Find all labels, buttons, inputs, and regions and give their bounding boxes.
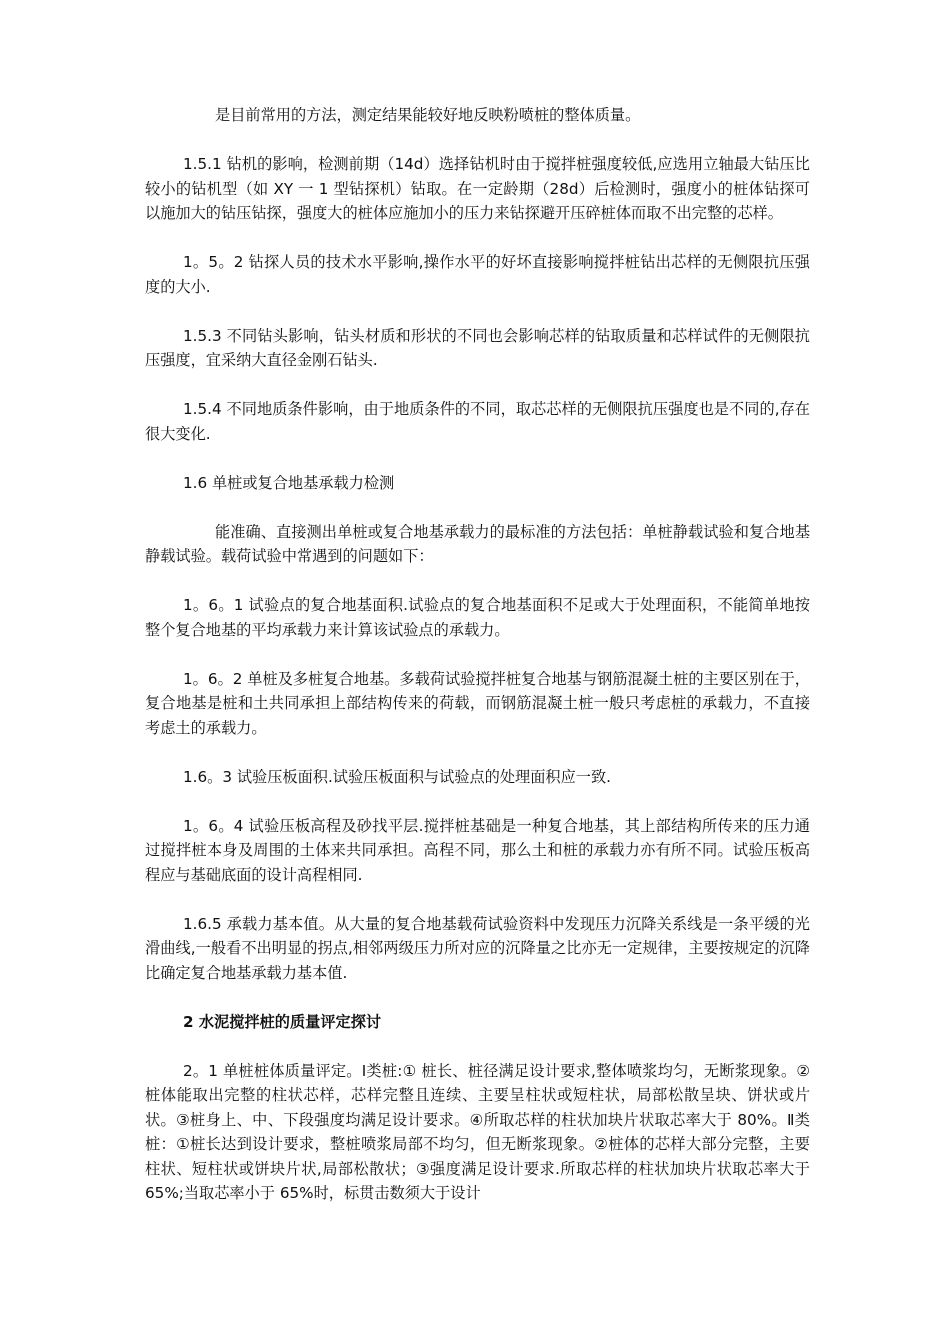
paragraph-1-6-2: 1。6。2 单桩及多桩复合地基。多载荷试验搅拌桩复合地基与钢筋混凝土桩的主要区别在于，复合地基是桩和土共同承担上部结构传来的荷载，而钢筋混凝土桩一般只考虑桩的承载力，不直接考虑土的承载力。 xyxy=(145,669,810,737)
paragraph-1-5-1: 1.5.1 钻机的影响，检测前期（14d）选择钻机时由于搅拌桩强度较低,应选用立轴最大钻压比较小的钻机型（如 XY 一 1 型钻探机）钻取。在一定龄期（28d）后检测时，强度小的桩体钻探可以施加大的钻压钻探，强度大的桩体应施加小的压力来钻探避开压碎桩体而取不出完整的芯样。 xyxy=(145,155,810,222)
section-heading-2: 2 水泥搅拌桩的质量评定探讨 xyxy=(183,1012,382,1031)
paragraph-1-5-4: 1.5.4 不同地质条件影响，由于地质条件的不同，取芯芯样的无侧限抗压强度也是不同的,存在很大变化. xyxy=(145,400,810,443)
paragraph-1-6-3: 1.6。3 试验压板面积.试验压板面积与试验点的处理面积应一致. xyxy=(183,767,611,786)
paragraph-1-5-2: 1。5。2 钻探人员的技术水平影响,操作水平的好坏直接影响搅拌桩钻出芯样的无侧限抗压强度的大小. xyxy=(145,253,810,296)
paragraph-2-1: 2。1 单桩桩体质量评定。Ⅰ类桩:① 桩长、桩径满足设计要求,整体喷浆均匀，无断浆现象。②桩体能取出完整的柱状芯样，芯样完整且连续、主要呈柱状或短柱状，局部松散呈块、饼状或片状。③桩身上、中、下段强度均满足设计要求。④所取芯样的柱状加块片状取芯率大于 80%。Ⅱ类桩：①桩长达到设计要求，整桩喷浆局部不均匀，但无断浆现象。②桩体的芯样大部分完整，主要柱状、短柱状或饼块片状,局部松散状；③强度满足设计要求.所取芯样的柱状加块片状取芯率大于 65%;当取芯率小于 65%时，标贯击数须大于设计 xyxy=(145,1061,810,1202)
paragraph-1-6-1: 1。6。1 试验点的复合地基面积.试验点的复合地基面积不足或大于处理面积，不能简单地按整个复合地基的平均承载力来计算该试验点的承载力。 xyxy=(145,596,810,639)
paragraph-1-6-4: 1。6。4 试验压板高程及砂找平层.搅拌桩基础是一种复合地基，其上部结构所传来的压力通过搅拌桩本身及周围的土体来共同承担。高程不同，那么土和桩的承载力亦有所不同。试验压板高程应与基础底面的设计高程相同. xyxy=(145,816,810,884)
document-body xyxy=(145,103,810,1206)
paragraph-continuation: 是目前常用的方法，测定结果能较好地反映粉喷桩的整体质量。 xyxy=(215,106,641,124)
section-heading-1-6: 1.6 单桩或复合地基承载力检测 xyxy=(183,473,395,492)
paragraph-1-6-5: 1.6.5 承载力基本值。从大量的复合地基载荷试验资料中发现压力沉降关系线是一条平缓的光滑曲线,一般看不出明显的拐点,相邻两级压力所对应的沉降量之比亦无一定规律，主要按规定的沉降比确定复合地基承载力基本值. xyxy=(145,914,810,982)
paragraph-1-6-intro: 能准确、直接测出单桩或复合地基承载力的最标准的方法包括：单桩静载试验和复合地基静载试验。载荷试验中常遇到的问题如下： xyxy=(145,522,810,565)
paragraph-1-5-3: 1.5.3 不同钻头影响，钻头材质和形状的不同也会影响芯样的钻取质量和芯样试件的无侧限抗压强度，宜采纳大直径金刚石钻头. xyxy=(145,326,810,369)
